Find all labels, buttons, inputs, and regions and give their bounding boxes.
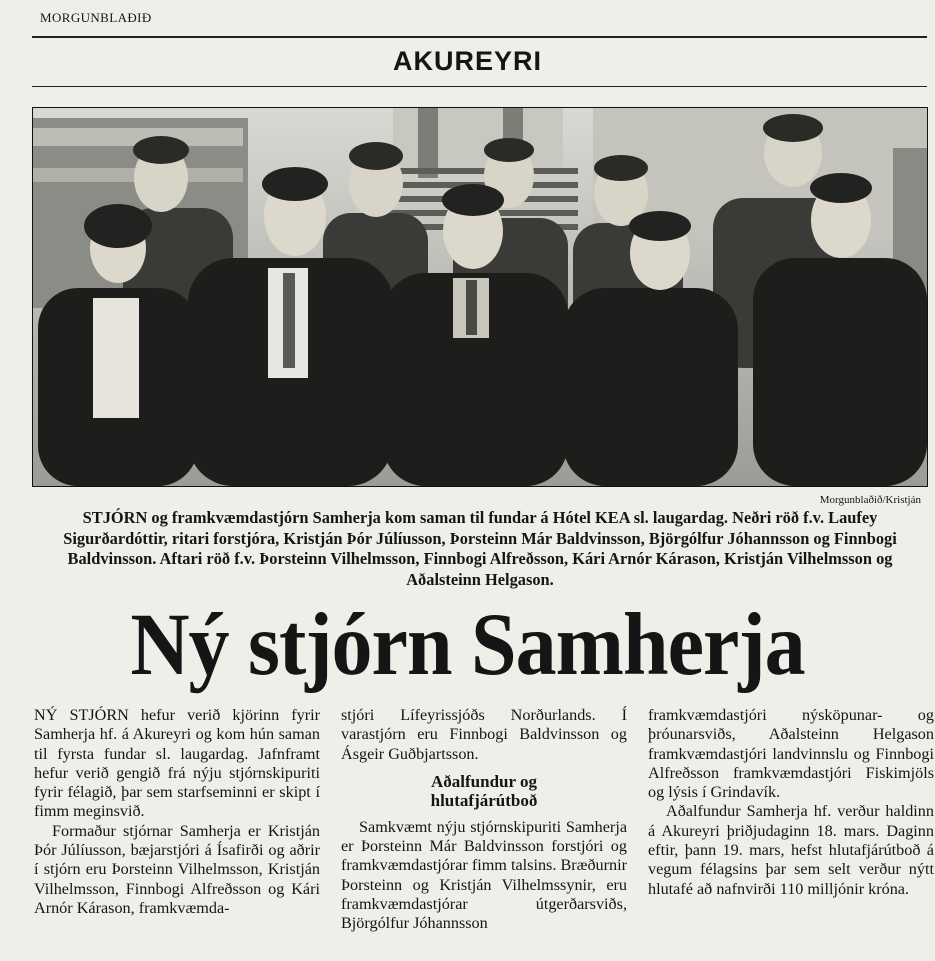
paragraph: framkvæmdastjóri nýsköpunar- og þróunarsviðs, Aðalsteinn Helgason framkvæmdastjóri landvinnslu og Finnbogi Alfreðsson framkvæmdastjóri Fiskimjöls og lýsis í Grindavík.: [648, 706, 934, 802]
article-column-1: [34, 706, 320, 961]
article-column-2: [341, 706, 627, 961]
paragraph: Samkvæmt nýju stjórnskipuriti Samherja er Þorsteinn Már Baldvinsson forstjóri og framkvæmdastjórar fimm talsins. Bræðurnir Þorsteinn og Kristján Vilhelmssynir, eru framkvæmdastjórar útgerðarsviðs, Björgólfur Jóhannsson: [341, 817, 627, 933]
paragraph: Aðalfundur Samherja hf. verður haldinn á Akureyri þriðjudaginn 18. mars. Daginn eftir, þann 19. mars, hefst hlutafjárútboð á vegum félagsins þar sem selt verður nýtt hlutafé að nafnvirði 110 milljónir króna.: [648, 802, 934, 898]
subheading: [341, 772, 627, 810]
subheading-line-2: hlutafjárútboð: [430, 790, 538, 810]
masthead: MORGUNBLAÐIÐ: [40, 10, 152, 25]
paragraph: Formaður stjórnar Samherja er Kristján Þór Júlíusson, bæjarstjóri á Ísafirði og aðrir í stjórn eru Þorsteinn Vilhelmsson, Kristján Vilhelmsson, Finnbogi Alfreðsson og Kári Arnór Kárason, framkvæmda-: [34, 821, 320, 917]
top-rule: [32, 36, 927, 38]
section-rule: [32, 86, 927, 87]
subheading-line-1: Aðalfundur og: [431, 771, 537, 791]
paragraph: NÝ STJÓRN hefur verið kjörinn fyrir Samherja hf. á Akureyri og kom hún saman til fyrsta fundar sl. laugardag. Jafnframt hefur verið gengið frá nýju stjórnskipuriti fyrir félagið, þar sem starfseminni er skipt í fimm meginsvið.: [34, 706, 320, 821]
article-column-3: [648, 706, 934, 961]
photo-credit: Morgunblaðið/Kristján: [819, 494, 921, 506]
section-title: AKUREYRI: [392, 46, 542, 76]
photo-caption: STJÓRN og framkvæmdastjórn Samherja kom saman til fundar á Hótel KEA sl. laugardag. Neðri röð f.v. Laufey Sigurðardóttir, ritari forstjóra, Kristján Þór Júlíusson, Þorsteinn Már Baldvinsson, Björgólfur Jóhannsson og Finnbogi Baldvinsson. Aftari röð f.v. Þorsteinn Vilhelmsson, Finnbogi Alfreðsson, Kári Arnór Kárason, Kristján Vilhelmsson og Aðalsteinn Helgason.: [63, 508, 897, 589]
group-photo: [32, 107, 928, 487]
headline: Ný stjórn Samherja: [130, 595, 805, 694]
paragraph: stjóri Lífeyrissjóðs Norðurlands. Í varastjórn eru Finnbogi Baldvinsson og Ásgeir Guðbjartsson.: [341, 706, 627, 763]
